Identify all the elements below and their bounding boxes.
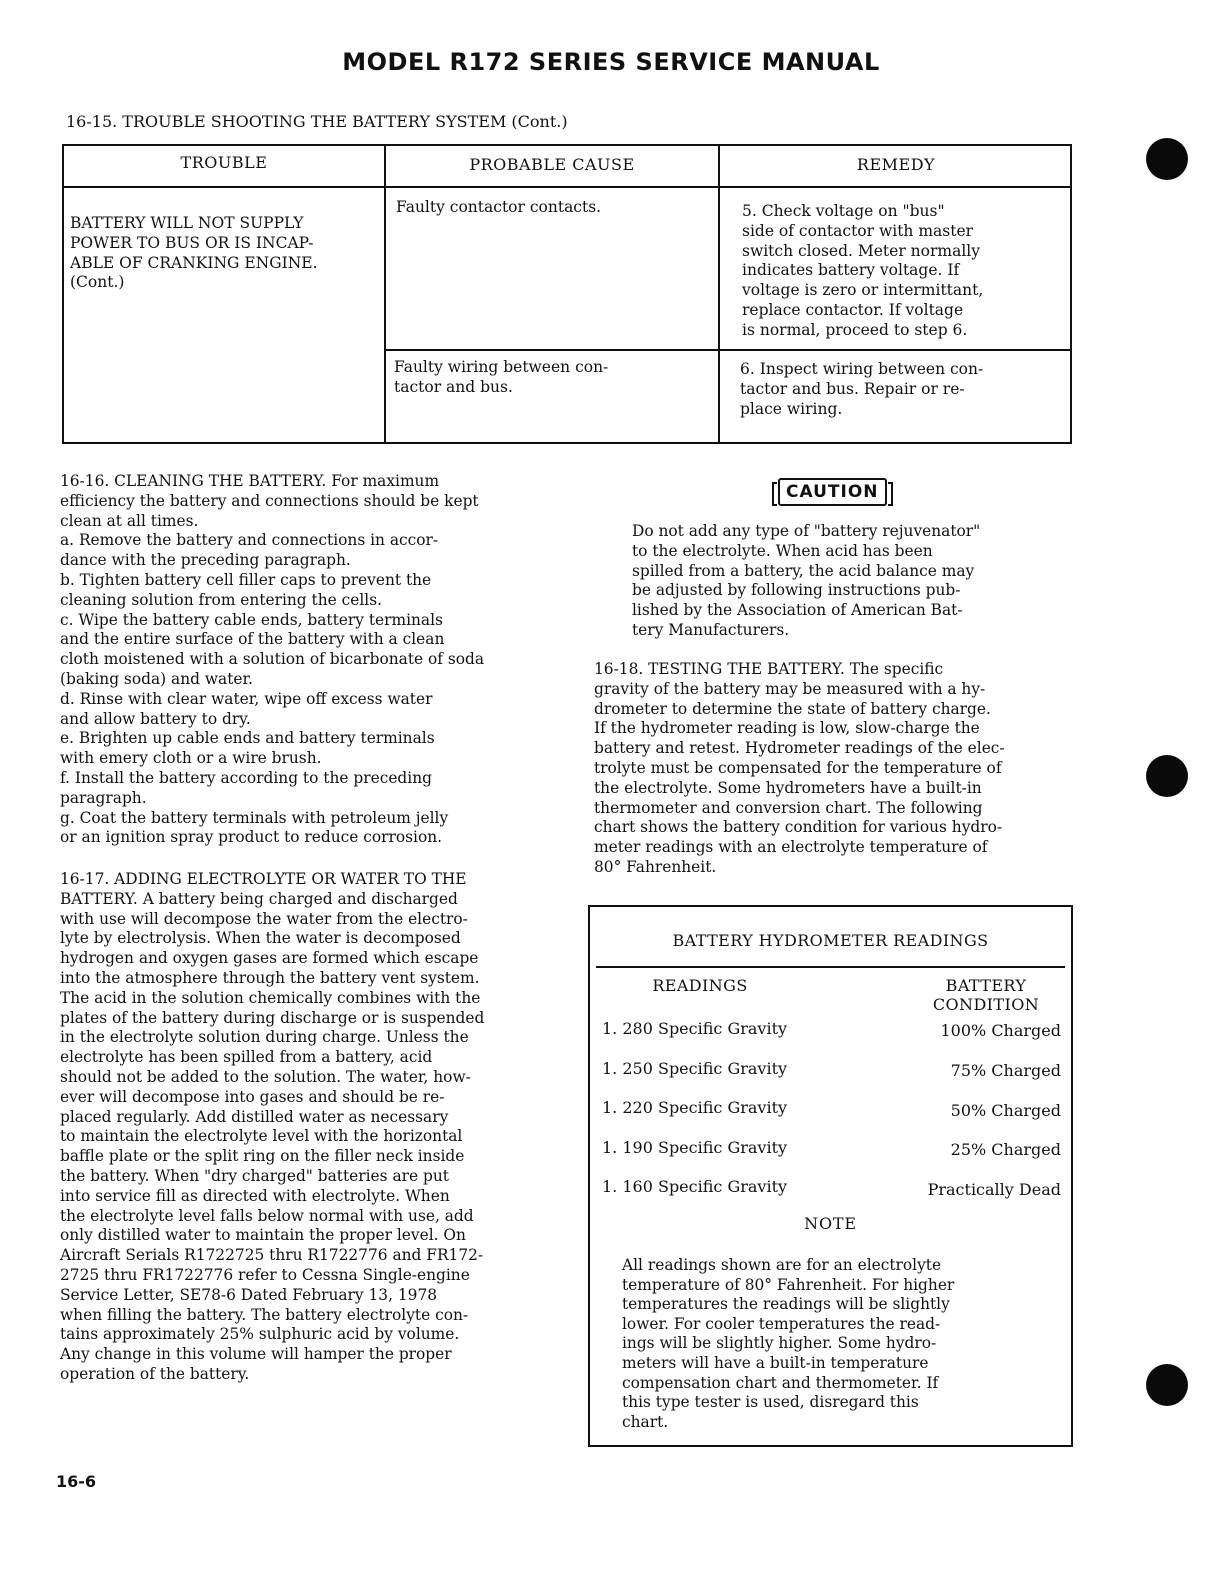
- cause-cell: Faulty wiring between con- tactor and bus.: [394, 358, 609, 396]
- remedy-cell: 6. Inspect wiring between con- tactor and bus. Repair or re- place wiring.: [740, 360, 984, 418]
- page-number: 16-6: [56, 1472, 97, 1491]
- trouble-table: [62, 144, 1072, 444]
- table-header-rule: [64, 186, 1072, 188]
- reading-cell: 1. 250 Specific Gravity: [602, 1059, 788, 1078]
- cleaning-paragraph: 16-16. CLEANING THE BATTERY. For maximum efficiency the battery and connections should be kept clean at all times. a. Remove the battery and connections in accor- dance with the preceding paragraph. b. Tighten battery cell filler caps to prevent the cleaning solution from entering the cells. c. Wipe the battery cable ends, battery terminals and the entire surface of the battery with a clean cloth moistened with a solution of bicarbonate of soda (baking soda) and water. d. Rinse with clear water, wipe off excess water and allow battery to dry. e. Brighten up cable ends and battery terminals with emery cloth or a wire brush. f. Install the battery according to the preceding paragraph. g. Coat the battery terminals with petroleum jelly or an ignition spray product to reduce corrosion.: [60, 472, 485, 847]
- hydrometer-table: [588, 905, 1073, 1447]
- condition-cell: 25% Charged: [950, 1140, 1061, 1159]
- reading-cell: 1. 280 Specific Gravity: [602, 1019, 788, 1038]
- table-divider: [384, 146, 386, 444]
- reading-cell: 1. 190 Specific Gravity: [602, 1138, 788, 1157]
- condition-cell: 75% Charged: [950, 1061, 1061, 1080]
- caution-text: Do not add any type of "battery rejuvenator" to the electrolyte. When acid has been spilled from a battery, the acid balance may be adjusted by following instructions pub- lished by the Association of American Bat- tery Manufacturers.: [632, 522, 981, 639]
- column-readings: READINGS: [652, 976, 748, 995]
- condition-cell: 100% Charged: [940, 1021, 1061, 1040]
- table-header-remedy: REMEDY: [856, 155, 936, 174]
- table-header-cause: PROBABLE CAUSE: [469, 155, 635, 174]
- hydrometer-title-rule: [596, 966, 1065, 968]
- note-title: NOTE: [804, 1214, 857, 1233]
- table-divider: [718, 146, 720, 444]
- condition-cell: 50% Charged: [950, 1101, 1061, 1120]
- cause-cell: Faulty contactor contacts.: [396, 198, 602, 216]
- adding-electrolyte-paragraph: 16-17. ADDING ELECTROLYTE OR WATER TO THE BATTERY. A battery being charged and discharged with use will decompose the water from the electro- lyte by electrolysis. When the water is decomposed hydrogen and oxygen gases are formed which escape into the atmosphere through the battery vent system. The acid in the solution chemically combines with the plates of the battery during discharge or is suspended in the electrolyte solution during charge. Unless the electrolyte has been spilled from a battery, acid should not be added to the solution. The water, how- ever will decompose into gases and should be re- placed regularly. Add distilled water as necessary to maintain the electrolyte level with the horizontal baffle plate or the split ring on the filler neck inside the battery. When "dry charged" batteries are put into service fill as directed with electrolyte. When the electrolyte level falls below normal with use, add only distilled water to maintain the proper level. On Aircraft Serials R1722725 thru R1722776 and FR172- 2725 thru FR1722776 refer to Cessna Single-engine Service Letter, SE78-6 Dated February 13, 1978 when filling the battery. The battery electrolyte con- tains approximately 25% sulphuric acid by volume. Any change in this volume will hamper the proper operation of the battery.: [60, 870, 485, 1383]
- note-text: All readings shown are for an electrolyte temperature of 80° Fahrenheit. For higher temperatures the readings will be slightly lower. For cooler temperatures the read- ings will be slightly higher. Some hydro- meters will have a built-in temperature compensation chart and thermometer. If this type tester is used, disregard this chart.: [622, 1256, 955, 1431]
- section-title: 16-15. TROUBLE SHOOTING THE BATTERY SYSTEM (Cont.): [66, 112, 568, 131]
- caution-label: CAUTION: [778, 478, 887, 506]
- remedy-cell: 5. Check voltage on "bus" side of contactor with master switch closed. Meter normally indicates battery voltage. If voltage is zero or intermittant, replace contactor. If voltage is normal, proceed to step 6.: [742, 202, 984, 339]
- page-title: MODEL R172 SERIES SERVICE MANUAL: [342, 48, 880, 76]
- reading-cell: 1. 160 Specific Gravity: [602, 1177, 788, 1196]
- punch-hole-icon: [1146, 138, 1188, 180]
- reading-cell: 1. 220 Specific Gravity: [602, 1098, 788, 1117]
- punch-hole-icon: [1146, 755, 1188, 797]
- table-header-trouble: TROUBLE: [180, 153, 268, 172]
- condition-cell: Practically Dead: [927, 1180, 1061, 1199]
- testing-paragraph: 16-18. TESTING THE BATTERY. The specific gravity of the battery may be measured with a hy- drometer to determine the state of battery charge. If the hydrometer reading is low, slow-charge the battery and retest. Hydrometer readings of the elec- trolyte must be compensated for the temperature of the electrolyte. Some hydrometers have a built-in thermometer and conversion chart. The following chart shows the battery condition for various hydro- meter readings with an electrolyte temperature of 80° Fahrenheit.: [594, 660, 1005, 876]
- hydrometer-title: BATTERY HYDROMETER READINGS: [672, 931, 989, 950]
- trouble-cell: BATTERY WILL NOT SUPPLY POWER TO BUS OR IS INCAP- ABLE OF CRANKING ENGINE. (Cont.): [70, 214, 318, 292]
- column-condition: BATTERY CONDITION: [932, 976, 1040, 1014]
- punch-hole-icon: [1146, 1364, 1188, 1406]
- table-row-rule: [384, 349, 1072, 351]
